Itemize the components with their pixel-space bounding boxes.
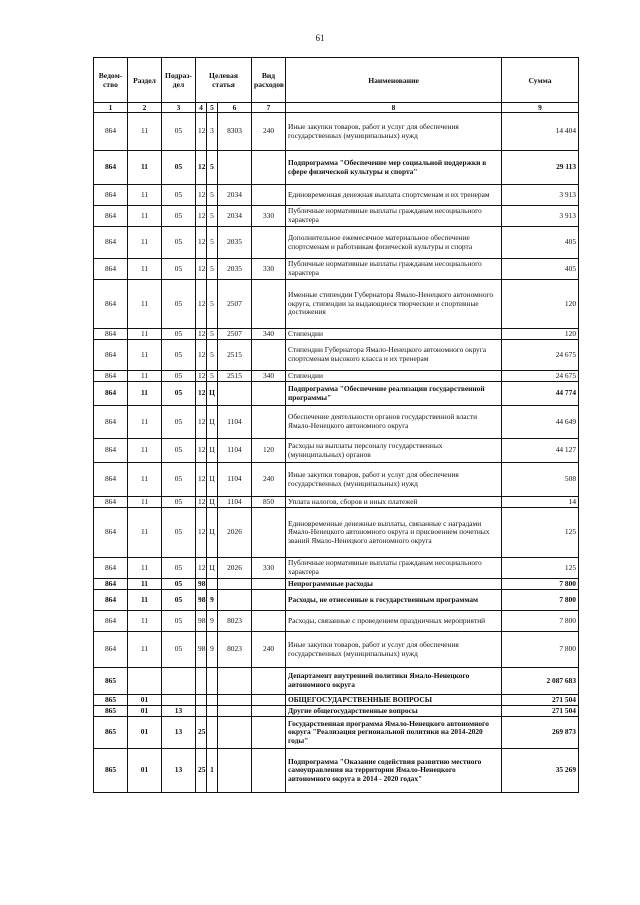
cell-program: 12 [196, 206, 207, 227]
cell-sum: 120 [502, 280, 579, 329]
cell-program: 12 [196, 259, 207, 280]
cell-subsection: 05 [162, 329, 196, 340]
budget-table [93, 57, 579, 793]
cell-subprogram: Ц [207, 439, 218, 463]
cell-direction: 2507 [218, 280, 252, 329]
cell-subsection: 05 [162, 280, 196, 329]
cell-subprogram: 3 [207, 113, 218, 151]
cell-sum: 44 127 [502, 439, 579, 463]
column-number: 3 [162, 103, 196, 113]
cell-department: 864 [94, 632, 128, 668]
cell-program [196, 695, 207, 706]
cell-subprogram: Ц [207, 463, 218, 497]
cell-subprogram: 5 [207, 259, 218, 280]
cell-section: 11 [128, 280, 162, 329]
cell-direction: 8303 [218, 113, 252, 151]
cell-section: 11 [128, 590, 162, 611]
cell-direction: 2034 [218, 206, 252, 227]
cell-direction: 1104 [218, 439, 252, 463]
cell-name: Подпрограмма "Обеспечение реализации государственной программы" [286, 382, 502, 406]
cell-name: Дополнительное ежемесячное материальное обеспечение спортсменам и работникам физической культуры и спорта [286, 227, 502, 259]
cell-department: 865 [94, 717, 128, 749]
cell-sum: 405 [502, 259, 579, 280]
table-row [94, 632, 579, 668]
cell-section: 11 [128, 227, 162, 259]
column-number: 6 [218, 103, 252, 113]
cell-subsection: 05 [162, 579, 196, 590]
cell-expense-type [252, 382, 286, 406]
cell-expense-type: 240 [252, 463, 286, 497]
cell-expense-type [252, 668, 286, 695]
cell-subprogram: 5 [207, 340, 218, 371]
cell-subsection: 05 [162, 590, 196, 611]
header-sum: Сумма [502, 58, 579, 103]
cell-sum: 508 [502, 463, 579, 497]
cell-expense-type [252, 611, 286, 632]
cell-subsection [162, 668, 196, 695]
cell-sum: 269 873 [502, 717, 579, 749]
cell-subprogram: 9 [207, 590, 218, 611]
table-row [94, 227, 579, 259]
cell-subsection: 05 [162, 558, 196, 579]
header-section: Раздел [128, 58, 162, 103]
cell-direction: 1104 [218, 497, 252, 508]
table-row [94, 706, 579, 717]
cell-name: Публичные нормативные выплаты гражданам несоциального характера [286, 259, 502, 280]
cell-sum: 7 800 [502, 611, 579, 632]
cell-expense-type: 330 [252, 558, 286, 579]
cell-direction: 2034 [218, 185, 252, 206]
cell-direction: 2026 [218, 558, 252, 579]
cell-department: 864 [94, 611, 128, 632]
cell-subprogram: 5 [207, 151, 218, 185]
cell-program: 12 [196, 497, 207, 508]
cell-program: 98 [196, 632, 207, 668]
cell-expense-type: 330 [252, 259, 286, 280]
cell-department: 864 [94, 439, 128, 463]
cell-department: 864 [94, 508, 128, 558]
table-row [94, 259, 579, 280]
cell-department: 864 [94, 590, 128, 611]
cell-subsection: 05 [162, 340, 196, 371]
cell-program: 12 [196, 382, 207, 406]
cell-department: 865 [94, 749, 128, 793]
cell-subprogram [207, 579, 218, 590]
cell-department: 864 [94, 259, 128, 280]
table-row [94, 508, 579, 558]
cell-expense-type: 120 [252, 439, 286, 463]
cell-department: 864 [94, 579, 128, 590]
cell-department: 864 [94, 497, 128, 508]
cell-department: 864 [94, 371, 128, 382]
cell-expense-type: 340 [252, 371, 286, 382]
cell-department: 864 [94, 329, 128, 340]
table-row [94, 749, 579, 793]
cell-subsection: 05 [162, 151, 196, 185]
cell-expense-type [252, 227, 286, 259]
cell-subsection: 05 [162, 227, 196, 259]
cell-section: 11 [128, 371, 162, 382]
cell-section [128, 668, 162, 695]
cell-subprogram: 1 [207, 749, 218, 793]
cell-name: Иные закупки товаров, работ и услуг для обеспечения государственных (муниципальных) нужд [286, 113, 502, 151]
cell-section: 11 [128, 113, 162, 151]
cell-sum: 7 800 [502, 590, 579, 611]
cell-name: Стипендии [286, 329, 502, 340]
cell-name: Подпрограмма "Обеспечение мер социальной поддержки в сфере физической культуры и спорта" [286, 151, 502, 185]
cell-section: 11 [128, 259, 162, 280]
cell-name: Стипендии Губернатора Ямало-Ненецкого автономного округа спортсменам высокого класса и их тренерам [286, 340, 502, 371]
table-row [94, 382, 579, 406]
cell-program: 12 [196, 463, 207, 497]
cell-name: Расходы, связанные с проведением праздничных мероприятий [286, 611, 502, 632]
cell-subprogram: 9 [207, 632, 218, 668]
cell-name: Расходы на выплаты персоналу государственных (муниципальных) органов [286, 439, 502, 463]
cell-subsection: 05 [162, 463, 196, 497]
cell-subprogram [207, 706, 218, 717]
cell-subsection: 13 [162, 706, 196, 717]
cell-expense-type [252, 280, 286, 329]
cell-section: 01 [128, 695, 162, 706]
cell-name: Именные стипендии Губернатора Ямало-Ненецкого автономного округа, стипендии за выдающиеся творческие и спортивные достижения [286, 280, 502, 329]
table-row [94, 463, 579, 497]
cell-section: 11 [128, 497, 162, 508]
table-row [94, 611, 579, 632]
column-number-row [94, 103, 579, 113]
header-department: Ведом-ство [94, 58, 128, 103]
cell-direction: 2515 [218, 340, 252, 371]
table-row [94, 439, 579, 463]
cell-direction: 2035 [218, 227, 252, 259]
cell-direction: 2515 [218, 371, 252, 382]
table-body [94, 113, 579, 793]
cell-expense-type [252, 151, 286, 185]
cell-subsection: 05 [162, 259, 196, 280]
cell-subprogram: 5 [207, 206, 218, 227]
cell-sum: 29 113 [502, 151, 579, 185]
column-number: 4 [196, 103, 207, 113]
table-row [94, 590, 579, 611]
cell-subprogram [207, 717, 218, 749]
column-number: 9 [502, 103, 579, 113]
cell-name: Обеспечение деятельности органов государственной власти Ямало-Ненецкого автономного округа [286, 406, 502, 439]
cell-subsection: 05 [162, 371, 196, 382]
cell-department: 864 [94, 406, 128, 439]
cell-expense-type: 240 [252, 632, 286, 668]
cell-section: 11 [128, 632, 162, 668]
cell-section: 11 [128, 558, 162, 579]
cell-section: 11 [128, 463, 162, 497]
cell-section: 11 [128, 611, 162, 632]
table-row [94, 695, 579, 706]
cell-subprogram: 5 [207, 185, 218, 206]
cell-direction [218, 749, 252, 793]
cell-department: 864 [94, 151, 128, 185]
cell-sum: 14 [502, 497, 579, 508]
table-row [94, 668, 579, 695]
cell-expense-type [252, 185, 286, 206]
cell-subsection: 05 [162, 611, 196, 632]
cell-expense-type [252, 579, 286, 590]
cell-expense-type [252, 508, 286, 558]
table-row [94, 329, 579, 340]
cell-sum: 120 [502, 329, 579, 340]
cell-sum: 24 675 [502, 340, 579, 371]
cell-program: 12 [196, 329, 207, 340]
header-row [94, 58, 579, 103]
cell-subprogram: Ц [207, 406, 218, 439]
table-row [94, 406, 579, 439]
cell-sum: 7 800 [502, 632, 579, 668]
column-number: 8 [286, 103, 502, 113]
cell-sum: 44 774 [502, 382, 579, 406]
cell-subprogram: 5 [207, 280, 218, 329]
cell-program: 98 [196, 611, 207, 632]
cell-department: 865 [94, 706, 128, 717]
cell-program: 12 [196, 185, 207, 206]
cell-department: 864 [94, 206, 128, 227]
cell-subprogram: Ц [207, 508, 218, 558]
table-row [94, 717, 579, 749]
cell-sum: 3 913 [502, 206, 579, 227]
cell-subprogram [207, 668, 218, 695]
cell-expense-type: 850 [252, 497, 286, 508]
cell-name: Уплата налогов, сборов и иных платежей [286, 497, 502, 508]
cell-program: 12 [196, 340, 207, 371]
cell-subprogram: Ц [207, 497, 218, 508]
cell-section: 11 [128, 406, 162, 439]
cell-name: Иные закупки товаров, работ и услуг для обеспечения государственных (муниципальных) нужд [286, 632, 502, 668]
cell-program: 12 [196, 371, 207, 382]
table-row [94, 151, 579, 185]
cell-subsection: 05 [162, 508, 196, 558]
cell-department: 864 [94, 113, 128, 151]
cell-subsection: 05 [162, 185, 196, 206]
cell-direction [218, 590, 252, 611]
table-row [94, 371, 579, 382]
cell-name: Публичные нормативные выплаты гражданам несоциального характера [286, 558, 502, 579]
cell-section: 11 [128, 579, 162, 590]
cell-name: Единовременная денежная выплата спортсменам и их тренерам [286, 185, 502, 206]
cell-name: Единовременные денежные выплаты, связанные с наградами Ямало-Ненецкого автономного округа и присвоением почетных званий Ямало-Ненецкого автономного округа [286, 508, 502, 558]
cell-subsection: 05 [162, 206, 196, 227]
cell-program: 98 [196, 579, 207, 590]
cell-name: Расходы, не отнесенные к государственным программам [286, 590, 502, 611]
header-subsection: Подраз-дел [162, 58, 196, 103]
cell-sum: 271 504 [502, 695, 579, 706]
cell-section: 01 [128, 717, 162, 749]
cell-program: 12 [196, 406, 207, 439]
table-row [94, 558, 579, 579]
cell-direction [218, 695, 252, 706]
header-expense-type: Вид расходов [252, 58, 286, 103]
cell-department: 864 [94, 558, 128, 579]
cell-subsection: 13 [162, 717, 196, 749]
cell-direction [218, 151, 252, 185]
cell-subsection: 05 [162, 406, 196, 439]
table-row [94, 185, 579, 206]
cell-sum: 271 504 [502, 706, 579, 717]
cell-direction: 2026 [218, 508, 252, 558]
cell-section: 11 [128, 508, 162, 558]
cell-sum: 405 [502, 227, 579, 259]
cell-name: Непрограммные расходы [286, 579, 502, 590]
cell-subprogram: 5 [207, 227, 218, 259]
page-number: 61 [315, 33, 325, 43]
cell-subsection: 05 [162, 497, 196, 508]
cell-expense-type: 340 [252, 329, 286, 340]
cell-sum: 14 404 [502, 113, 579, 151]
cell-expense-type [252, 749, 286, 793]
cell-sum: 35 269 [502, 749, 579, 793]
cell-section: 11 [128, 185, 162, 206]
cell-direction [218, 579, 252, 590]
cell-program: 12 [196, 227, 207, 259]
cell-sum: 3 913 [502, 185, 579, 206]
cell-direction: 8023 [218, 632, 252, 668]
table-row [94, 497, 579, 508]
cell-direction [218, 717, 252, 749]
cell-subprogram: 9 [207, 611, 218, 632]
cell-name: Стипендии [286, 371, 502, 382]
cell-section: 11 [128, 439, 162, 463]
cell-sum: 24 675 [502, 371, 579, 382]
cell-section: 11 [128, 151, 162, 185]
cell-sum: 2 087 683 [502, 668, 579, 695]
cell-name: Государственная программа Ямало-Ненецкого автономного округа "Реализация региональной политики на 2014-2020 годы" [286, 717, 502, 749]
cell-expense-type [252, 590, 286, 611]
cell-sum: 125 [502, 558, 579, 579]
cell-direction [218, 382, 252, 406]
cell-program: 12 [196, 151, 207, 185]
cell-direction: 8023 [218, 611, 252, 632]
header-name: Наименование [286, 58, 502, 103]
cell-name: Департамент внутренней политики Ямало-Ненецкого автономного округа [286, 668, 502, 695]
cell-sum: 44 649 [502, 406, 579, 439]
cell-department: 864 [94, 382, 128, 406]
cell-subprogram: 5 [207, 371, 218, 382]
cell-section: 11 [128, 206, 162, 227]
cell-subsection: 05 [162, 439, 196, 463]
cell-expense-type [252, 717, 286, 749]
cell-direction [218, 706, 252, 717]
cell-subsection: 05 [162, 382, 196, 406]
cell-subsection [162, 695, 196, 706]
cell-department: 864 [94, 280, 128, 329]
cell-department: 864 [94, 227, 128, 259]
cell-expense-type [252, 695, 286, 706]
cell-sum: 125 [502, 508, 579, 558]
cell-program: 12 [196, 558, 207, 579]
cell-subprogram: Ц [207, 382, 218, 406]
cell-section: 01 [128, 706, 162, 717]
cell-section: 11 [128, 382, 162, 406]
cell-department: 864 [94, 185, 128, 206]
cell-name: Публичные нормативные выплаты гражданам несоциального характера [286, 206, 502, 227]
cell-program [196, 668, 207, 695]
cell-direction: 2507 [218, 329, 252, 340]
cell-program: 12 [196, 113, 207, 151]
cell-direction [218, 668, 252, 695]
cell-name: Иные закупки товаров, работ и услуг для обеспечения государственных (муниципальных) нужд [286, 463, 502, 497]
cell-subprogram: Ц [207, 558, 218, 579]
cell-subprogram [207, 695, 218, 706]
cell-subsection: 05 [162, 113, 196, 151]
cell-department: 865 [94, 668, 128, 695]
cell-expense-type [252, 706, 286, 717]
cell-direction: 2035 [218, 259, 252, 280]
cell-expense-type [252, 340, 286, 371]
table-row [94, 280, 579, 329]
table-row [94, 113, 579, 151]
column-number: 5 [207, 103, 218, 113]
cell-program [196, 706, 207, 717]
column-number: 1 [94, 103, 128, 113]
cell-department: 864 [94, 340, 128, 371]
column-number: 7 [252, 103, 286, 113]
cell-name: ОБЩЕГОСУДАРСТВЕННЫЕ ВОПРОСЫ [286, 695, 502, 706]
cell-program: 12 [196, 508, 207, 558]
cell-subsection: 13 [162, 749, 196, 793]
cell-section: 11 [128, 340, 162, 371]
table-row [94, 579, 579, 590]
cell-program: 25 [196, 717, 207, 749]
cell-section: 01 [128, 749, 162, 793]
cell-department: 865 [94, 695, 128, 706]
cell-name: Подпрограмма "Оказание содействия развитию местного самоуправления на территории Ямало-Ненецкого автономного округа в 2014 - 2020 годах" [286, 749, 502, 793]
cell-name: Другие общегосударственные вопросы [286, 706, 502, 717]
cell-expense-type: 240 [252, 113, 286, 151]
cell-program: 25 [196, 749, 207, 793]
cell-expense-type: 330 [252, 206, 286, 227]
cell-subprogram: 5 [207, 329, 218, 340]
cell-program: 12 [196, 280, 207, 329]
cell-section: 11 [128, 329, 162, 340]
cell-expense-type [252, 406, 286, 439]
header-target-article: Целевая статья [196, 58, 252, 103]
cell-program: 12 [196, 439, 207, 463]
cell-department: 864 [94, 463, 128, 497]
table-row [94, 206, 579, 227]
cell-direction: 1104 [218, 406, 252, 439]
column-number: 2 [128, 103, 162, 113]
cell-subsection: 05 [162, 632, 196, 668]
table-row [94, 340, 579, 371]
cell-direction: 1104 [218, 463, 252, 497]
cell-sum: 7 800 [502, 579, 579, 590]
cell-program: 98 [196, 590, 207, 611]
